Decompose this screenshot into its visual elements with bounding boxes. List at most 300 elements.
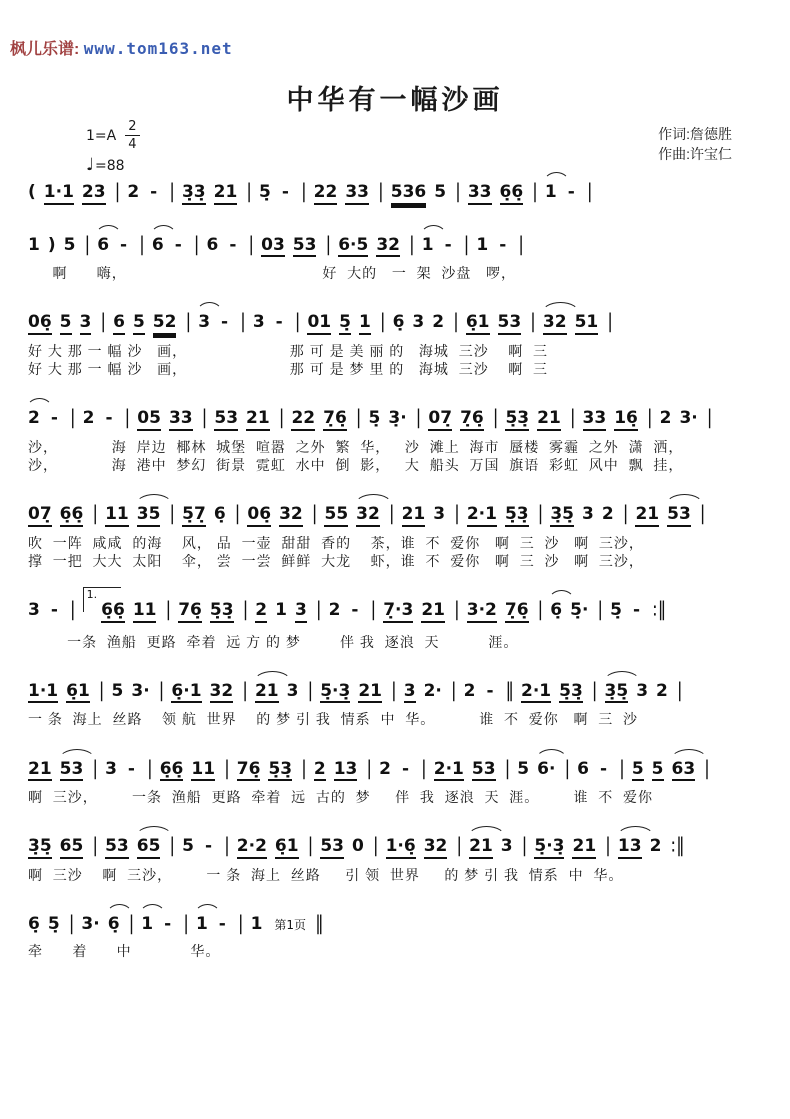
barline: | — [530, 310, 536, 334]
note-token: 2 — [314, 760, 326, 782]
note-token: 1 — [195, 914, 208, 935]
barline: | — [421, 756, 427, 780]
lyrics-row: 一条 渔船 更路 牵着 远 方 的 梦 伴 我 逐浪 天 涯。 — [28, 633, 519, 650]
note-token: 2·1 — [467, 505, 497, 527]
notes-row — [28, 900, 768, 935]
system-2 — [28, 221, 768, 283]
note-token: 1 — [421, 234, 434, 255]
note-token: 32 — [424, 837, 448, 859]
note-token: 2 — [463, 680, 476, 701]
note-token: 5 — [652, 760, 664, 782]
note-token: 3 — [404, 682, 416, 704]
barline: | — [699, 502, 706, 526]
barline: | — [586, 180, 593, 204]
note-token: 33 — [169, 409, 193, 431]
barline: | — [379, 310, 386, 334]
barline: | — [237, 912, 244, 936]
note-token: 76̣ — [237, 760, 261, 782]
note-token: 5̣ — [47, 914, 60, 935]
note-token: 2 — [127, 182, 140, 202]
barline: | — [315, 598, 322, 622]
note-token: 3 — [198, 312, 211, 333]
note-token: - — [275, 312, 283, 333]
barline: | — [146, 756, 153, 780]
note-token: - — [150, 182, 158, 202]
barline: | — [463, 232, 470, 256]
note-token: 03 — [261, 236, 285, 258]
barline: | — [68, 912, 75, 936]
system-8 — [28, 745, 768, 807]
barline: | — [378, 180, 384, 204]
note-token: 6̣ — [550, 600, 563, 621]
lyrics-row: 牵 着 中 华。 — [28, 942, 221, 959]
note-token: 6̣6̣ — [500, 183, 524, 205]
note-token: - — [351, 600, 359, 621]
barline: | — [607, 310, 613, 334]
note-token: 65 — [60, 837, 84, 859]
barline: | — [454, 598, 460, 622]
system-7 — [28, 667, 768, 729]
note-token: 5 — [63, 234, 76, 255]
lyrics-row: 撑 一把 大大 太阳 伞， 尝 一尝 鲜鲜 大龙 虾，谁 不 爱你 啊 三 沙 啊 三沙， — [28, 552, 644, 569]
barline: | — [69, 598, 76, 622]
barline: | — [92, 502, 99, 526]
note-token: 6 — [113, 313, 125, 335]
note-token: 21 — [572, 837, 596, 859]
note-token: 1·1 — [44, 183, 74, 205]
barline: | — [450, 679, 457, 703]
note-token: 5̣3̣ — [210, 601, 234, 623]
note-token: 3 — [636, 680, 649, 701]
site-url: www.tom163.net — [83, 39, 233, 58]
notes-row — [28, 586, 768, 626]
note-token: 5 — [632, 760, 644, 782]
note-token: 3· — [131, 680, 150, 701]
note-token: 6̣ — [392, 312, 405, 333]
note-token: 5̣3̣ — [268, 760, 292, 782]
lyrics-row: 啊 三沙， 一条 渔船 更路 牵着 远 古的 梦 伴 我 逐浪 天 涯。 谁 不 爱你 — [28, 789, 654, 806]
note-token: 32 — [356, 505, 380, 527]
note-token: - — [127, 758, 135, 779]
time-signature — [125, 120, 139, 151]
note-token: 3·2 — [467, 601, 497, 623]
note-token: - — [218, 914, 226, 935]
note-token: 13 — [618, 837, 642, 859]
lyrics-row: 吹 一阵 咸咸 的海 风， 品 一壶 甜甜 香的 茶，谁 不 爱你 啊 三 沙 啊 三沙， — [28, 534, 644, 551]
note-token: - — [50, 408, 58, 429]
note-token: 2 — [656, 680, 668, 701]
note-token: 53 — [214, 409, 238, 431]
note-token: 7̣·3 — [383, 601, 413, 623]
note-token: 11 — [191, 760, 215, 782]
lyrics-row: 啊 三沙 啊 三沙， 一 条 海上 丝路 引 领 世界 的 梦 引 我 情系 中 华。 — [28, 866, 624, 883]
volta-bracket: 1. — [83, 587, 122, 612]
note-token: 22 — [314, 183, 338, 205]
key-label: 1=A — [86, 127, 117, 144]
barline: | — [453, 310, 459, 334]
note-token: - — [205, 836, 213, 857]
note-token: - — [164, 914, 172, 935]
barline: | — [84, 232, 91, 256]
barline: | — [492, 406, 499, 430]
note-token: 21 — [214, 183, 238, 205]
note-token: 1 — [250, 914, 263, 935]
note-token: 11 — [133, 601, 157, 623]
note-token: 05 — [137, 409, 161, 431]
barline: | — [455, 180, 461, 204]
barline: | — [248, 232, 255, 256]
lyrics-row: 一 条 海上 丝路 领 航 世界 的 梦 引 我 情系 中 华。 谁 不 爱你 啊 三 沙 — [28, 711, 639, 728]
barline: ‖ — [315, 912, 324, 936]
note-token: 5 — [434, 182, 447, 202]
note-token: 2 — [255, 601, 267, 623]
notes-row — [28, 168, 768, 205]
note-token: 53 — [293, 236, 317, 258]
quarter-note-icon: ♩ — [86, 155, 95, 175]
note-token: 51 — [575, 313, 599, 335]
barline: | — [605, 834, 611, 858]
barline: | — [185, 310, 192, 334]
barline: | — [169, 502, 176, 526]
note-token: 53 — [105, 837, 129, 859]
note-token: 21 — [402, 505, 426, 527]
note-token: 5̣ — [368, 408, 381, 429]
note-token: 6̣·1 — [171, 682, 201, 704]
barline: | — [224, 756, 230, 780]
note-token: - — [281, 182, 289, 202]
barline: | — [169, 834, 176, 858]
barline: | — [537, 502, 544, 526]
notes-row — [28, 298, 768, 335]
note-token: 5 — [111, 680, 124, 701]
note-token: 06̣ — [247, 505, 271, 527]
note-token: - — [632, 600, 641, 621]
barline: | — [591, 679, 598, 703]
note-token: - — [444, 234, 452, 255]
note-token: 6̣6̣ — [160, 760, 184, 782]
note-token: 5̣7̣ — [182, 505, 206, 527]
note-token: 33 — [345, 183, 369, 205]
barline: | — [409, 232, 415, 256]
note-token: 21 — [635, 505, 659, 527]
barline: | — [372, 834, 379, 858]
note-token: 1·6̣ — [386, 837, 416, 859]
barline: | — [564, 756, 571, 780]
note-token: 6̣1 — [275, 837, 299, 859]
note-token: 5̣ — [610, 600, 622, 621]
note-token: - — [120, 234, 128, 255]
barline: | — [294, 310, 301, 334]
note-token: 21 — [469, 837, 493, 859]
note-token: 13 — [334, 760, 358, 782]
note-token: 32 — [543, 313, 567, 335]
note-token: 2 — [601, 504, 614, 525]
barline: | — [124, 406, 131, 430]
note-token: 536 — [391, 183, 427, 205]
note-token: - — [50, 600, 58, 621]
barline: | — [646, 406, 653, 430]
note-token: 1 — [544, 182, 557, 202]
key-signature-block — [86, 120, 140, 175]
note-token: 32 — [376, 236, 400, 258]
barline: | — [69, 406, 76, 430]
note-token: 65 — [137, 837, 161, 859]
note-token: 55 — [324, 505, 348, 527]
note-token: 01 — [307, 313, 331, 335]
note-token: 2 — [659, 408, 672, 429]
notes-row — [28, 745, 768, 782]
barline: | — [201, 406, 208, 430]
note-token: 35 — [137, 505, 161, 527]
note-token: 2 — [432, 312, 445, 333]
song-title: 中华有一幅沙画 — [286, 85, 504, 115]
note-token: 0 — [352, 836, 364, 857]
note-token: 3· — [679, 408, 698, 429]
barline: | — [114, 180, 121, 204]
note-token: 53 — [667, 505, 691, 527]
barline: | — [158, 679, 165, 703]
system-10 — [28, 900, 768, 960]
note-token: - — [229, 234, 237, 255]
page-number-label: 第1页 — [274, 918, 307, 933]
note-token: 1 — [141, 914, 154, 935]
barline: | — [456, 834, 463, 858]
note-token: 2·1 — [521, 682, 551, 704]
note-token: 53 — [320, 837, 344, 859]
barline: | — [242, 598, 249, 622]
note-token: - — [486, 680, 494, 701]
barline: | — [307, 679, 314, 703]
note-token: 21 — [28, 760, 52, 782]
site-watermark — [10, 36, 233, 59]
note-token: 1·1 — [28, 682, 58, 704]
time-signature-numerator: 2 — [128, 119, 137, 134]
note-token: 3̣· — [388, 408, 407, 429]
barline: | — [370, 598, 377, 622]
note-token: 3̣5̣ — [28, 837, 52, 859]
note-token: 21 — [537, 409, 561, 431]
barline: | — [532, 180, 538, 204]
barline: | — [706, 406, 713, 430]
note-token: 07̣ — [28, 505, 52, 527]
note-token: 3 — [252, 312, 265, 333]
note-token: 3 — [582, 504, 594, 525]
barline: | — [169, 180, 175, 204]
system-1 — [28, 168, 768, 205]
note-token: 23 — [82, 183, 106, 205]
note-token: ( — [28, 182, 36, 202]
note-token: 63 — [672, 760, 696, 782]
barline: :‖ — [670, 834, 685, 858]
lyrics-row: 沙， 海 岸边 椰林 城堡 喧嚣 之外 繁 华， 沙 滩上 海市 蜃楼 雾霾 之外 潇 洒， — [28, 438, 684, 455]
barline: | — [521, 834, 528, 858]
note-token: 3 — [433, 504, 446, 525]
note-token: - — [600, 758, 608, 779]
barline: | — [92, 834, 99, 858]
tempo-value: =88 — [95, 158, 125, 174]
time-signature-denominator: 4 — [125, 135, 139, 151]
note-token: 6̣6̣ — [101, 601, 125, 623]
credits — [658, 124, 732, 165]
barline: | — [454, 502, 460, 526]
note-token: 07̣ — [428, 409, 452, 431]
note-token: 5 — [133, 313, 145, 335]
note-token: 3 — [80, 313, 92, 335]
note-token: 32 — [210, 682, 234, 704]
note-token: 5̣ — [339, 313, 351, 335]
note-token: 3· — [81, 914, 100, 935]
barline: | — [622, 502, 629, 526]
note-token: - — [499, 234, 507, 255]
note-token: 6̣1 — [66, 682, 90, 704]
barline: | — [504, 756, 511, 780]
note-token: 6·5 — [338, 236, 368, 258]
note-token: - — [401, 758, 410, 779]
note-token: 6̣ — [28, 914, 40, 935]
note-token: 7̣6̣ — [505, 601, 529, 623]
note-token: 5 — [517, 758, 530, 779]
note-token: 3 — [500, 836, 513, 857]
lyrics-row: 好 大 那 一 幅 沙 画， 那 可 是 美 丽 的 海城 三沙 啊 三 — [28, 342, 549, 359]
note-token: 3 — [28, 600, 40, 621]
note-token: 2 — [28, 408, 40, 429]
note-token: 33 — [583, 409, 607, 431]
barline: | — [537, 598, 544, 622]
note-token: 53 — [472, 760, 496, 782]
note-token: 2 — [379, 758, 391, 779]
note-token: 1 — [275, 600, 287, 621]
note-token: 5 — [60, 313, 72, 335]
note-token: - — [105, 408, 113, 429]
barline: | — [325, 232, 332, 256]
note-token: 5̣3̣ — [505, 409, 529, 431]
notes-row — [28, 394, 768, 431]
note-token: 3 — [105, 758, 117, 779]
barline: | — [569, 406, 576, 430]
note-token: 6 — [577, 758, 590, 779]
barline: | — [242, 679, 248, 703]
lyrics-row: 好 大 那 一 幅 沙 画， 那 可 是 梦 里 的 海城 三沙 啊 三 — [28, 361, 549, 378]
barline: | — [183, 912, 189, 936]
barline: | — [415, 406, 422, 430]
note-token: 21 — [358, 682, 382, 704]
barline: | — [100, 310, 107, 334]
note-token: 7̣6̣ — [323, 409, 347, 431]
note-token: 3 — [295, 601, 307, 623]
note-token: 6̣6̣ — [60, 505, 84, 527]
note-token: - — [221, 312, 229, 333]
note-token: 5̣· — [570, 600, 589, 621]
note-token: 1 — [476, 234, 489, 255]
barline: | — [619, 756, 625, 780]
system-6 — [28, 586, 768, 651]
system-9 — [28, 822, 768, 884]
barline: | — [518, 232, 525, 256]
note-token: 6 — [206, 234, 219, 255]
composer-credit: 作曲:许宝仁 — [658, 146, 732, 163]
score — [28, 168, 768, 976]
notes-row — [28, 221, 768, 258]
lyrics-row: 啊 嗨， 好 大的 一 架 沙盘 啰， — [28, 265, 517, 282]
note-token: 5̣·3̣ — [320, 682, 350, 704]
barline: | — [246, 180, 253, 204]
note-token: 11 — [105, 505, 129, 527]
system-3 — [28, 298, 768, 378]
notes-row — [28, 490, 768, 527]
note-token: 2· — [423, 680, 442, 701]
barline: | — [139, 232, 145, 256]
note-token: 7̣6̣ — [460, 409, 484, 431]
note-token: 6̣ — [213, 504, 226, 525]
note-token: 5̣·3̣ — [534, 837, 564, 859]
barline: | — [128, 912, 135, 936]
note-token: 53 — [498, 313, 522, 335]
barline: | — [311, 502, 318, 526]
note-token: 2 — [328, 600, 341, 621]
barline: | — [390, 679, 397, 703]
note-token: 32 — [279, 505, 303, 527]
lyricist-credit: 作词:詹德胜 — [658, 126, 732, 142]
note-token: 21 — [421, 601, 445, 623]
barline: | — [388, 502, 395, 526]
note-token: 6· — [537, 758, 556, 779]
system-5 — [28, 490, 768, 570]
barline: | — [366, 756, 373, 780]
note-token: 3̣5̣ — [605, 682, 629, 704]
note-token: 21 — [246, 409, 270, 431]
note-token: ) — [47, 234, 56, 255]
barline: ‖ — [505, 679, 514, 703]
barline: | — [307, 834, 314, 858]
note-token: 5̣3̣ — [505, 505, 529, 527]
barline: | — [676, 679, 683, 703]
barline: | — [704, 756, 710, 780]
barline: | — [301, 756, 307, 780]
note-token: 3 — [412, 312, 425, 333]
note-token: 2·2 — [237, 837, 267, 859]
note-token: 33 — [468, 183, 492, 205]
note-token: 6̣1 — [466, 313, 490, 335]
note-token: 6 — [97, 234, 110, 255]
barline: | — [98, 679, 105, 703]
barline: | — [193, 232, 200, 256]
barline: | — [278, 406, 285, 430]
barline: :‖ — [652, 598, 667, 622]
notes-row — [28, 667, 768, 704]
note-token: 2 — [82, 408, 95, 429]
note-token: 76̣ — [178, 601, 202, 623]
note-token: 06̣ — [28, 313, 52, 335]
note-token: 3̣3̣ — [182, 183, 206, 205]
barline: | — [92, 756, 99, 780]
lyrics-row: 沙， 海 港中 梦幻 街景 霓虹 水中 倒 影， 大 船头 万国 旗语 彩虹 风中 飘 挂， — [28, 456, 684, 473]
barline: | — [240, 310, 246, 334]
note-token: 16̣ — [614, 409, 638, 431]
note-token: 22 — [291, 409, 315, 431]
note-token: 2·1 — [434, 760, 464, 782]
note-token: 5̣3̣ — [559, 682, 583, 704]
note-token: 1 — [359, 313, 371, 335]
notes-row — [28, 822, 768, 859]
note-token: 5 — [182, 836, 194, 857]
note-token: 5̣ — [259, 182, 271, 202]
barline: | — [597, 598, 604, 622]
barline: | — [234, 502, 241, 526]
site-name: 枫儿乐谱: — [10, 41, 80, 58]
note-token: 3̣5̣ — [550, 505, 574, 527]
note-token: 53 — [60, 760, 84, 782]
barline: | — [300, 180, 307, 204]
